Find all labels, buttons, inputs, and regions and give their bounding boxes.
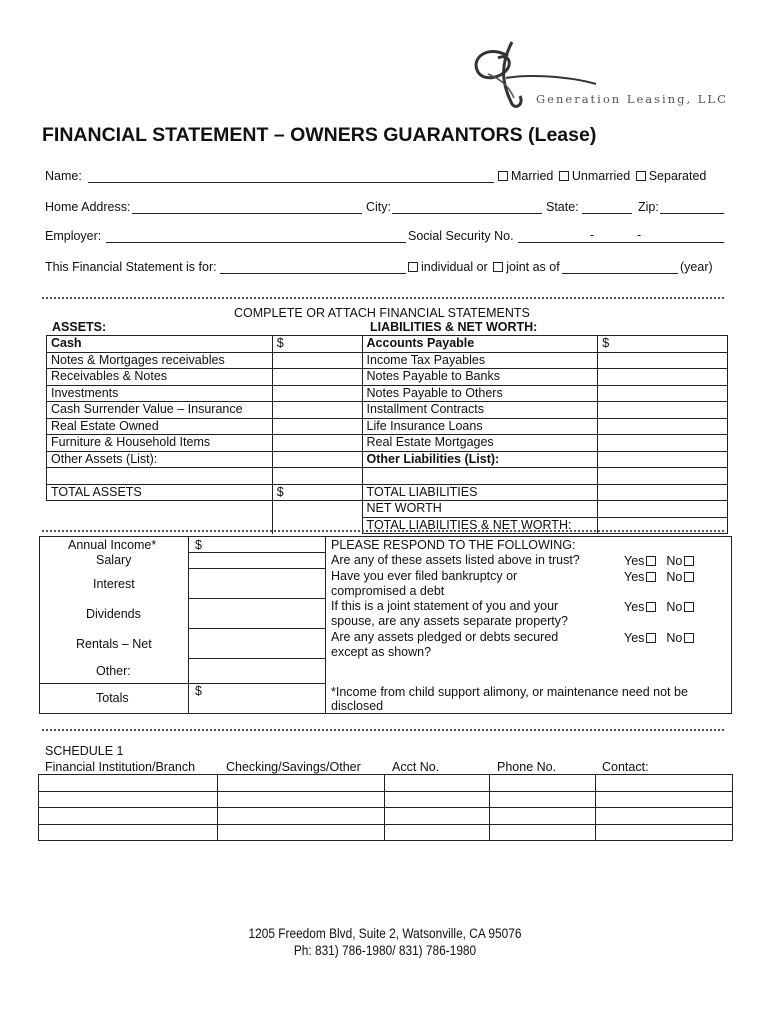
year-field[interactable]: [562, 273, 678, 274]
asset-amount[interactable]: [272, 418, 362, 435]
separated-checkbox[interactable]: [636, 171, 646, 181]
liability-label: Real Estate Mortgages: [362, 435, 598, 452]
interest-label: Interest: [93, 577, 135, 591]
schedule-cell[interactable]: [490, 824, 596, 841]
question-1: Are any of these assets listed above in trust?: [331, 553, 580, 567]
liability-amount[interactable]: [598, 468, 728, 485]
schedule-cell[interactable]: [39, 824, 218, 841]
asset-amount[interactable]: $: [272, 336, 362, 353]
schedule-cell[interactable]: [217, 824, 385, 841]
divider: [42, 297, 724, 299]
liability-label: Installment Contracts: [362, 402, 598, 419]
income-row-line: [39, 683, 325, 684]
page-title: FINANCIAL STATEMENT – OWNERS GUARANTORS (Lease): [42, 124, 597, 146]
liability-amount[interactable]: [598, 402, 728, 419]
ssn-dash: -: [637, 228, 642, 242]
individual-checkbox[interactable]: [408, 262, 418, 272]
schedule-col-phone: Phone No.: [497, 760, 557, 774]
liability-label: Accounts Payable: [362, 336, 598, 353]
no-checkbox[interactable]: [684, 602, 694, 612]
schedule-cell[interactable]: [385, 808, 490, 825]
table-row: [47, 385, 728, 402]
schedule-cell[interactable]: [385, 775, 490, 792]
liability-label: Notes Payable to Others: [362, 385, 598, 402]
table-row: [39, 824, 733, 841]
divider: [42, 530, 724, 532]
question-4-line1: Are any assets pledged or debts secured: [331, 630, 559, 644]
question-2-line1: Have you ever filed bankruptcy or: [331, 569, 518, 583]
table-row: [47, 484, 728, 501]
home-address-label: Home Address:: [45, 200, 131, 214]
no-label: No: [666, 554, 683, 568]
no-checkbox[interactable]: [684, 572, 694, 582]
other-income-label: Other:: [96, 664, 131, 678]
liability-amount[interactable]: [598, 418, 728, 435]
schedule-table: [38, 774, 733, 841]
footer-address: 1205 Freedom Blvd, Suite 2, Watsonville, CA 95076: [248, 926, 522, 941]
employer-field[interactable]: [106, 242, 406, 243]
total-assets-amount[interactable]: $: [272, 484, 362, 501]
table-row: [39, 808, 733, 825]
liability-blank[interactable]: [362, 468, 598, 485]
answer-row-3: [624, 600, 697, 614]
asset-label: Furniture & Household Items: [47, 435, 273, 452]
married-checkbox[interactable]: [498, 171, 508, 181]
city-label: City:: [366, 200, 391, 214]
other-income-field[interactable]: [189, 659, 324, 682]
yes-label: Yes: [624, 554, 645, 568]
schedule-cell[interactable]: [596, 775, 733, 792]
zip-field[interactable]: [660, 213, 724, 214]
statement-for-field[interactable]: [220, 273, 406, 274]
schedule-col-acct-no: Acct No.: [392, 760, 440, 774]
liability-amount[interactable]: [598, 352, 728, 369]
joint-label: joint as of: [506, 260, 560, 274]
asset-amount[interactable]: [272, 352, 362, 369]
schedule-cell[interactable]: [596, 791, 733, 808]
yes-label: Yes: [624, 570, 645, 584]
yes-label: Yes: [624, 600, 645, 614]
salary-field[interactable]: [189, 553, 324, 567]
unmarried-label: Unmarried: [571, 169, 631, 183]
unmarried-checkbox[interactable]: [559, 171, 569, 181]
schedule-cell[interactable]: [39, 775, 218, 792]
statements-heading: COMPLETE OR ATTACH FINANCIAL STATEMENTS: [234, 306, 530, 320]
asset-label: Cash: [47, 336, 273, 353]
income-footnote-line1: *Income from child support alimony, or maintenance need not be: [331, 685, 688, 699]
yes-checkbox[interactable]: [646, 602, 656, 612]
questions-heading: PLEASE RESPOND TO THE FOLLOWING:: [331, 538, 576, 552]
net-worth-amount[interactable]: [598, 501, 728, 518]
joint-checkbox[interactable]: [493, 262, 503, 272]
zip-label: Zip:: [638, 200, 659, 214]
totals-label: Totals: [96, 691, 129, 705]
asset-label: Cash Surrender Value – Insurance: [47, 402, 273, 419]
schedule-title: SCHEDULE 1: [45, 744, 124, 758]
schedule-col-institution: Financial Institution/Branch: [45, 760, 196, 774]
liability-amount[interactable]: [598, 385, 728, 402]
yes-checkbox[interactable]: [646, 572, 656, 582]
no-checkbox[interactable]: [684, 633, 694, 643]
asset-amount[interactable]: [272, 402, 362, 419]
schedule-cell[interactable]: [596, 808, 733, 825]
dividends-label: Dividends: [86, 607, 141, 621]
asset-label: Investments: [47, 385, 273, 402]
table-row: [47, 468, 728, 485]
asset-label: Receivables & Notes: [47, 369, 273, 386]
liability-label: Life Insurance Loans: [362, 418, 598, 435]
schedule-cell[interactable]: [385, 824, 490, 841]
liability-amount[interactable]: [598, 369, 728, 386]
assets-heading: ASSETS:: [52, 320, 107, 334]
schedule-cell[interactable]: [596, 824, 733, 841]
assets-liabilities-table: [46, 335, 728, 534]
income-column-divider: [325, 536, 326, 714]
no-checkbox[interactable]: [684, 556, 694, 566]
table-row: [47, 451, 728, 468]
yes-checkbox[interactable]: [646, 556, 656, 566]
year-label: (year): [680, 260, 713, 274]
liability-amount[interactable]: $: [598, 336, 728, 353]
name-label: Name:: [45, 169, 82, 183]
dividends-field[interactable]: [189, 599, 324, 627]
asset-amount[interactable]: [272, 369, 362, 386]
state-label: State:: [546, 200, 579, 214]
asset-label: Other Assets (List):: [47, 451, 273, 468]
schedule-cell[interactable]: [385, 791, 490, 808]
answer-row-4: [624, 631, 697, 645]
total-assets-label: TOTAL ASSETS: [47, 484, 273, 501]
asset-label: Real Estate Owned: [47, 418, 273, 435]
total-liab-net-worth-label: TOTAL LIABILITIES & NET WORTH:: [362, 517, 598, 534]
income-footnote-line2: disclosed: [331, 699, 384, 713]
liability-label: Income Tax Payables: [362, 352, 598, 369]
schedule-cell[interactable]: [490, 791, 596, 808]
question-4-line2: except as shown?: [331, 645, 432, 659]
yes-label: Yes: [624, 631, 645, 645]
table-row: [47, 501, 728, 518]
ssn-label: Social Security No.: [408, 229, 514, 243]
asset-label: Notes & Mortgages receivables: [47, 352, 273, 369]
schedule-cell[interactable]: [217, 791, 385, 808]
ssn-dash: -: [590, 228, 595, 242]
asset-blank[interactable]: [47, 468, 273, 485]
question-3-line1: If this is a joint statement of you and your: [331, 599, 559, 613]
table-row: [47, 402, 728, 419]
liability-label: Notes Payable to Banks: [362, 369, 598, 386]
schedule-cell[interactable]: [39, 791, 218, 808]
schedule-cell[interactable]: [217, 808, 385, 825]
total-liabilities-amount[interactable]: [598, 484, 728, 501]
asset-amount[interactable]: [272, 385, 362, 402]
question-3-line2: spouse, are any assets separate property?: [331, 614, 568, 628]
question-2-line2: compromised a debt: [331, 584, 445, 598]
total-liabilities-label: TOTAL LIABILITIES: [362, 484, 598, 501]
net-worth-label: NET WORTH: [362, 501, 598, 518]
divider: [42, 729, 724, 731]
annual-income-currency: $: [195, 538, 202, 552]
individual-label: individual or: [421, 260, 488, 274]
marital-status: [496, 169, 706, 183]
married-label: Married: [511, 169, 554, 183]
no-label: No: [666, 631, 683, 645]
employer-label: Employer:: [45, 229, 102, 243]
table-row: [39, 775, 733, 792]
annual-income-label: Annual Income*: [68, 538, 157, 552]
liabilities-heading: LIABILITIES & NET WORTH:: [370, 320, 538, 334]
schedule-cell[interactable]: [490, 808, 596, 825]
schedule-cell[interactable]: [217, 775, 385, 792]
empty-cell: [47, 501, 273, 518]
statement-type: [406, 260, 560, 274]
home-address-field[interactable]: [132, 213, 362, 214]
no-label: No: [666, 600, 683, 614]
schedule-col-account-type: Checking/Savings/Other: [226, 760, 361, 774]
rentals-field[interactable]: [189, 629, 324, 657]
asset-amount[interactable]: [272, 435, 362, 452]
schedule-cell[interactable]: [490, 775, 596, 792]
city-field[interactable]: [392, 213, 542, 214]
table-row: [47, 352, 728, 369]
state-field[interactable]: [582, 213, 632, 214]
answer-row-2: [624, 570, 697, 584]
no-label: No: [666, 570, 683, 584]
empty-cell: [272, 501, 362, 518]
schedule-cell[interactable]: [39, 808, 218, 825]
liability-amount[interactable]: [598, 451, 728, 468]
table-row: [39, 791, 733, 808]
separated-label: Separated: [648, 169, 707, 183]
rentals-label: Rentals – Net: [76, 637, 152, 651]
asset-amount[interactable]: [272, 451, 362, 468]
company-name: Generation Leasing, LLC: [536, 92, 728, 106]
totals-currency[interactable]: $: [195, 684, 202, 698]
schedule-col-contact: Contact:: [602, 760, 649, 774]
interest-field[interactable]: [189, 569, 324, 597]
footer-phone: Ph: 831) 786-1980/ 831) 786-1980: [293, 943, 477, 958]
answer-row-1: [624, 554, 697, 568]
ssn-field[interactable]: [518, 242, 724, 243]
yes-checkbox[interactable]: [646, 633, 656, 643]
asset-amount[interactable]: [272, 468, 362, 485]
table-row: [47, 435, 728, 452]
statement-for-label: This Financial Statement is for:: [45, 260, 217, 274]
name-field[interactable]: [88, 182, 494, 183]
table-row: [47, 418, 728, 435]
table-row: [47, 336, 728, 353]
table-row: [47, 369, 728, 386]
salary-label: Salary: [96, 553, 132, 567]
liability-amount[interactable]: [598, 435, 728, 452]
liability-label: Other Liabilities (List):: [362, 451, 598, 468]
